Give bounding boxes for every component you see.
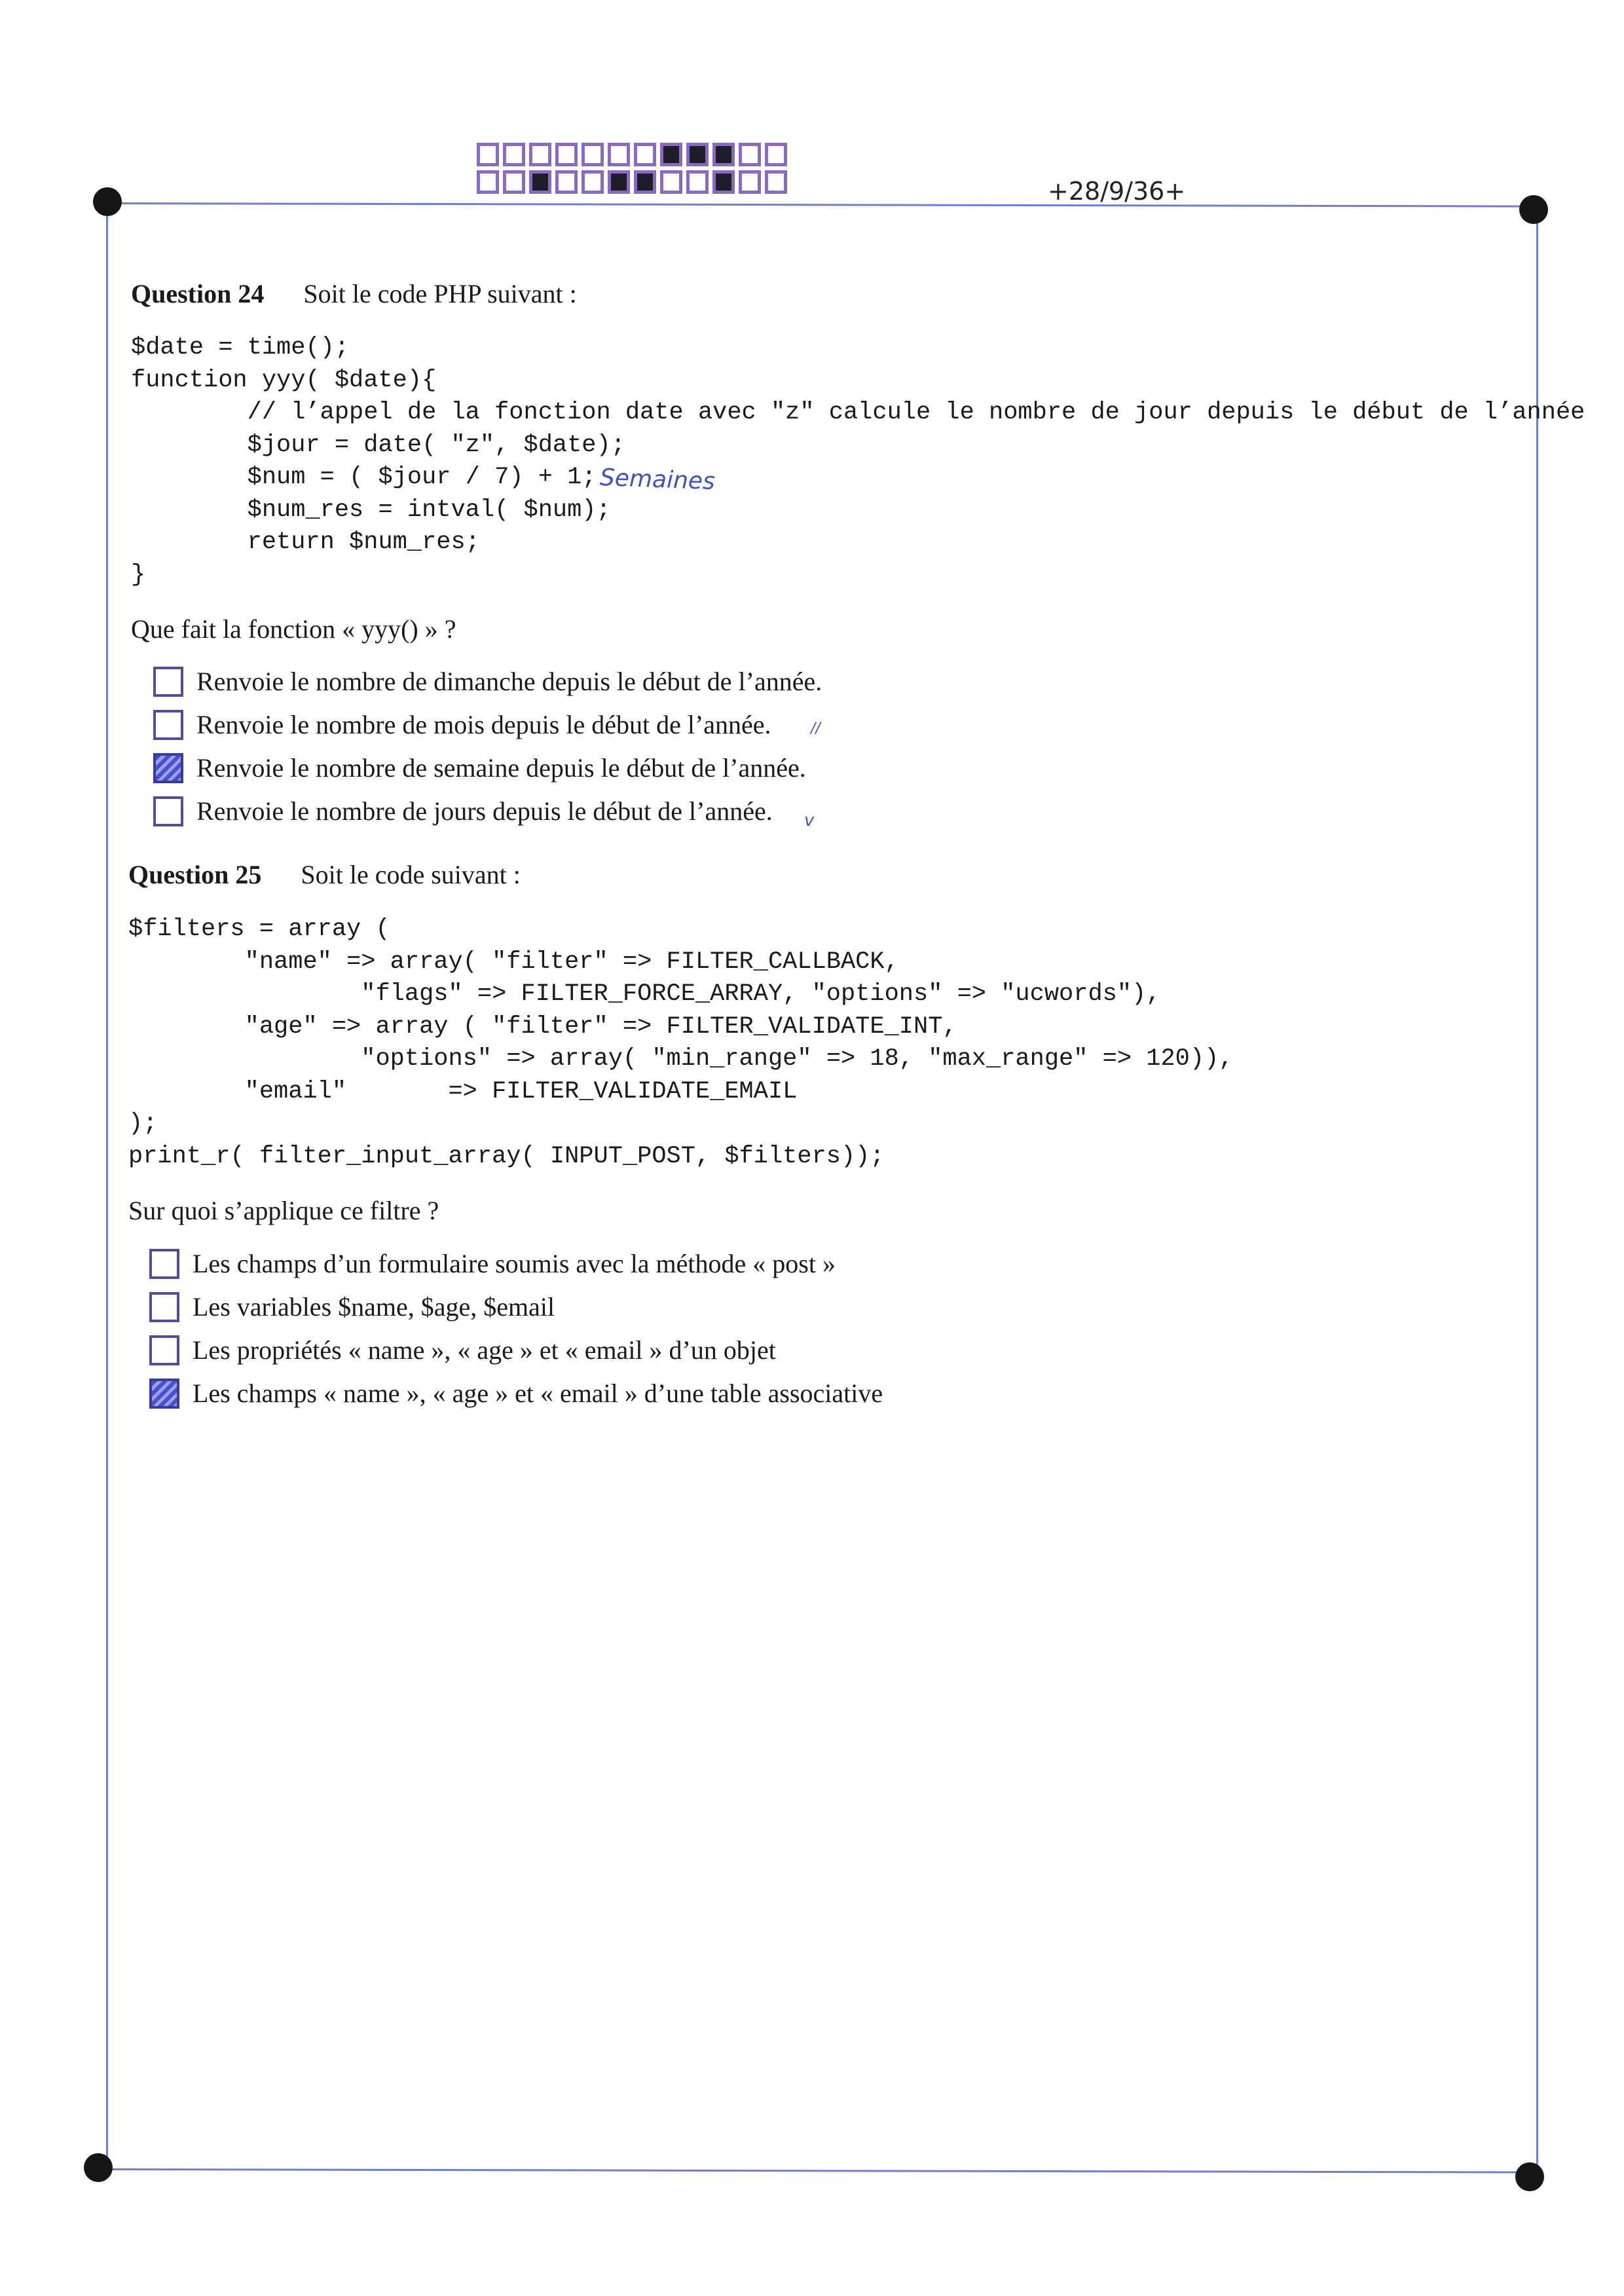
answer-option[interactable] [149,1378,883,1409]
answer-label: Renvoie le nombre de dimanche depuis le début de l’année. [196,667,822,696]
id-code-grid [477,143,791,194]
id-code-row [477,143,791,166]
id-code-cell [712,143,735,166]
id-code-cell [634,170,656,194]
answer-checkbox[interactable] [153,710,183,740]
handwritten-annotation: Semaines [599,464,716,496]
question-number: Question 24 [131,279,265,308]
question-prompt: Soit le code suivant : [301,860,521,889]
id-code-cell [686,170,709,194]
answer-option[interactable] [149,1248,836,1279]
question-number: Question 25 [128,860,262,889]
id-code-cell [581,170,604,194]
id-code-cell [686,143,709,166]
frame-left-border [106,202,108,2168]
answer-option[interactable] [149,1335,776,1365]
id-code-cell [739,170,761,194]
answer-label: Les propriétés « name », « age » et « email » d’un objet [193,1335,776,1365]
answer-option[interactable] [153,666,822,697]
answer-option[interactable] [149,1291,555,1322]
answer-checkbox[interactable] [153,796,183,826]
answer-checkbox[interactable] [149,1249,179,1279]
id-code-cell [477,170,499,194]
answer-label: Les champs d’un formulaire soumis avec la méthode « post » [193,1249,836,1278]
registration-mark-top-left [93,187,122,216]
answer-checkbox[interactable] [149,1292,179,1322]
answer-option[interactable] [153,752,806,783]
answer-label: Les champs « name », « age » et « email » d’une table associative [193,1379,883,1408]
answer-label: Les variables $name, $age, $email [193,1292,555,1322]
answer-checkbox[interactable] [153,667,183,697]
id-code-cell [765,143,787,166]
answer-option[interactable] [153,796,773,826]
id-code-cell [581,143,604,166]
answer-label: Renvoie le nombre de mois depuis le début de l’année. [196,710,771,739]
id-code-cell [477,143,499,166]
page-code: +28/9/36+ [1048,177,1186,206]
registration-mark-bottom-right [1515,2162,1544,2191]
question-text: Sur quoi s’applique ce filtre ? [128,1196,439,1225]
php-code-block: $date = time(); function yyy( $date){ // l’appel de la fonction date avec "z" calcule le nombre de jour depuis le début de l’année $jour = date( "z", $date); $num = ( $jour / 7) + 1; $num_res = intval( $num); return $num_res; } [131,334,1585,589]
frame-top-border [106,202,1539,208]
answer-label: Renvoie le nombre de jours depuis le début de l’année. [196,796,773,826]
id-code-cell [529,170,551,194]
id-code-cell [660,143,682,166]
id-code-cell [660,170,682,194]
question-24-header [131,278,577,309]
registration-mark-bottom-left [84,2153,113,2182]
id-code-cell [712,170,735,194]
id-code-row [477,170,791,194]
question-25-header [128,859,521,890]
pen-mark: // [811,720,821,737]
id-code-cell [503,170,525,194]
id-code-cell [634,143,656,166]
id-code-cell [765,170,787,194]
question-text: Que fait la fonction « yyy() » ? [131,614,456,644]
id-code-cell [608,143,630,166]
php-code-block: $filters = array ( "name" => array( "filter" => FILTER_CALLBACK, "flags" => FILTER_FORCE_ARRAY, "options" => "ucwords"), "age" => array ( "filter" => FILTER_VALIDATE_INT, "options" => array( "min_range" => 18, "max_range" => 120)), "email" => FILTER_VALIDATE_EMAIL ); print_r( filter_input_array( INPUT_POST, $filters)); [128,916,1234,1170]
question-prompt: Soit le code PHP suivant : [303,279,577,308]
answer-checkbox[interactable] [153,753,183,783]
answer-checkbox[interactable] [149,1379,179,1409]
id-code-cell [503,143,525,166]
id-code-cell [608,170,630,194]
id-code-cell [529,143,551,166]
id-code-cell [739,143,761,166]
registration-mark-top-right [1519,195,1548,224]
pen-mark: v [804,811,815,830]
frame-bottom-border [98,2168,1535,2174]
answer-option[interactable] [153,709,771,740]
id-code-cell [555,170,578,194]
answer-label: Renvoie le nombre de semaine depuis le début de l’année. [196,753,806,783]
id-code-cell [555,143,578,166]
answer-checkbox[interactable] [149,1335,179,1365]
